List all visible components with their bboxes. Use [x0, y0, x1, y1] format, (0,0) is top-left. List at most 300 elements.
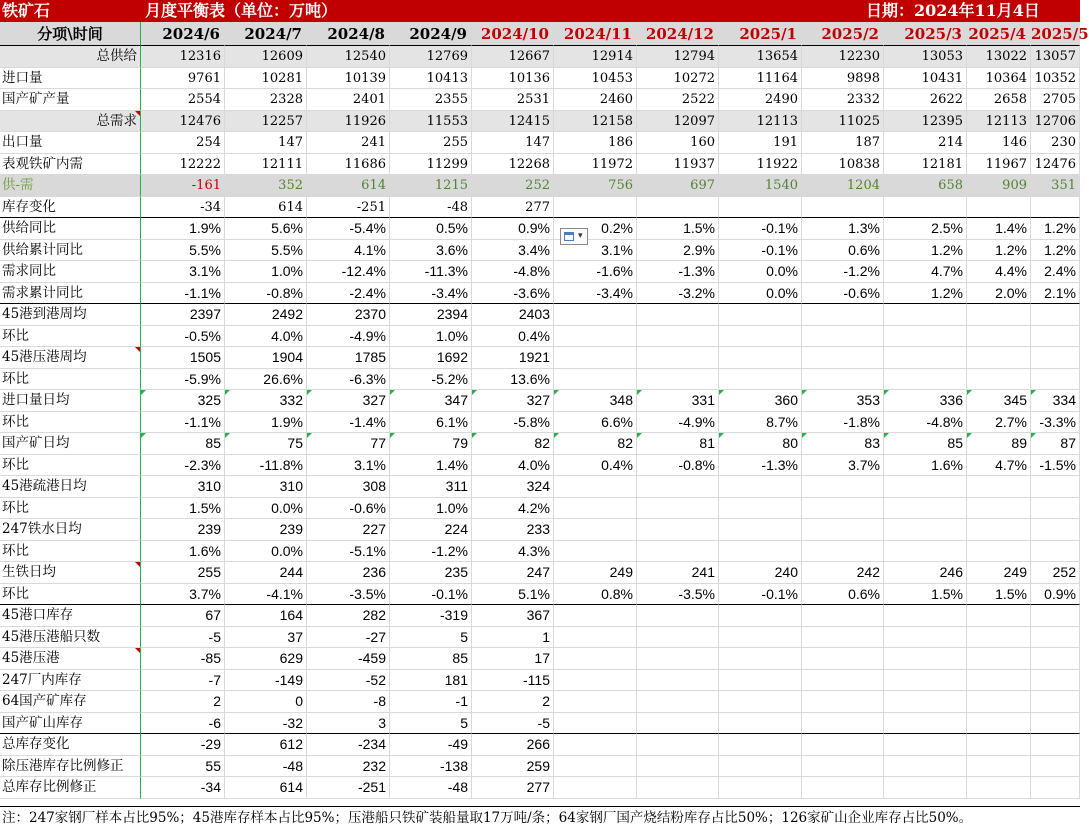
value-cell[interactable]: 311 [390, 476, 472, 498]
value-cell[interactable] [1031, 476, 1080, 498]
value-cell[interactable]: 10838 [802, 154, 884, 176]
value-cell[interactable]: 2554 [141, 89, 225, 111]
value-cell[interactable]: 85 [884, 433, 967, 455]
value-cell[interactable]: 10136 [472, 68, 554, 90]
value-cell[interactable]: 2622 [884, 89, 967, 111]
value-cell[interactable]: -48 [225, 756, 307, 778]
value-cell[interactable]: 255 [141, 562, 225, 584]
value-cell[interactable]: 3.6% [390, 240, 472, 262]
value-cell[interactable]: 12230 [802, 46, 884, 68]
value-cell[interactable] [637, 605, 719, 627]
value-cell[interactable]: 147 [472, 132, 554, 154]
value-cell[interactable]: 308 [307, 476, 390, 498]
value-cell[interactable] [884, 476, 967, 498]
value-cell[interactable]: 0.8% [554, 584, 637, 606]
value-cell[interactable]: -5.1% [307, 541, 390, 563]
value-cell[interactable]: -32 [225, 713, 307, 735]
value-cell[interactable] [1031, 326, 1080, 348]
value-cell[interactable]: 2.7% [967, 412, 1031, 434]
value-cell[interactable]: 348 [554, 390, 637, 412]
value-cell[interactable]: 10281 [225, 68, 307, 90]
value-cell[interactable] [802, 648, 884, 670]
value-cell[interactable] [719, 476, 802, 498]
value-cell[interactable]: -48 [390, 777, 472, 799]
value-cell[interactable]: -0.1% [719, 218, 802, 240]
value-cell[interactable]: 1.2% [967, 240, 1031, 262]
value-cell[interactable]: -115 [472, 670, 554, 692]
value-cell[interactable] [1031, 369, 1080, 391]
value-cell[interactable] [802, 369, 884, 391]
value-cell[interactable]: 10431 [884, 68, 967, 90]
value-cell[interactable]: 239 [225, 519, 307, 541]
value-cell[interactable] [637, 476, 719, 498]
value-cell[interactable]: 12476 [141, 111, 225, 133]
value-cell[interactable]: 277 [472, 197, 554, 219]
month-header-cell[interactable]: 2025/3 [884, 22, 967, 46]
value-cell[interactable]: 236 [307, 562, 390, 584]
value-cell[interactable]: -459 [307, 648, 390, 670]
value-cell[interactable] [967, 777, 1031, 799]
value-cell[interactable] [967, 713, 1031, 735]
value-cell[interactable]: -319 [390, 605, 472, 627]
value-cell[interactable] [719, 713, 802, 735]
value-cell[interactable] [884, 648, 967, 670]
value-cell[interactable]: 0.0% [225, 541, 307, 563]
value-cell[interactable]: 4.4% [967, 261, 1031, 283]
value-cell[interactable]: 0 [225, 691, 307, 713]
value-cell[interactable] [637, 197, 719, 219]
value-cell[interactable]: 246 [884, 562, 967, 584]
value-cell[interactable] [637, 627, 719, 649]
value-cell[interactable]: -52 [307, 670, 390, 692]
value-cell[interactable]: -1.1% [141, 283, 225, 305]
value-cell[interactable] [637, 326, 719, 348]
value-cell[interactable] [554, 541, 637, 563]
value-cell[interactable]: 8.7% [719, 412, 802, 434]
value-cell[interactable]: -3.5% [307, 584, 390, 606]
row-label-cell[interactable]: 进口量 [0, 68, 141, 90]
value-cell[interactable]: 13.6% [472, 369, 554, 391]
value-cell[interactable] [967, 197, 1031, 219]
value-cell[interactable]: -5.8% [472, 412, 554, 434]
value-cell[interactable]: -1.2% [390, 541, 472, 563]
value-cell[interactable]: -3.4% [390, 283, 472, 305]
row-label-cell[interactable]: 45港压港船只数 [0, 627, 141, 649]
value-cell[interactable]: 1.5% [637, 218, 719, 240]
value-cell[interactable]: 334 [1031, 390, 1080, 412]
value-cell[interactable]: 12113 [967, 111, 1031, 133]
value-cell[interactable] [802, 326, 884, 348]
value-cell[interactable]: 11686 [307, 154, 390, 176]
value-cell[interactable]: 12476 [1031, 154, 1080, 176]
value-cell[interactable] [554, 498, 637, 520]
value-cell[interactable]: -149 [225, 670, 307, 692]
row-label-cell[interactable]: 进口量日均 [0, 390, 141, 412]
row-label-cell[interactable]: 247厂内库存 [0, 670, 141, 692]
value-cell[interactable]: 11164 [719, 68, 802, 90]
value-cell[interactable]: 186 [554, 132, 637, 154]
value-cell[interactable]: -6 [141, 713, 225, 735]
value-cell[interactable]: 80 [719, 433, 802, 455]
value-cell[interactable] [637, 691, 719, 713]
value-cell[interactable]: -234 [307, 734, 390, 756]
month-header-cell[interactable]: 2025/1 [719, 22, 802, 46]
value-cell[interactable]: 1.4% [390, 455, 472, 477]
value-cell[interactable]: -1.3% [719, 455, 802, 477]
value-cell[interactable]: -4.1% [225, 584, 307, 606]
value-cell[interactable] [554, 627, 637, 649]
value-cell[interactable]: -48 [390, 197, 472, 219]
value-cell[interactable]: 0.6% [802, 584, 884, 606]
value-cell[interactable] [719, 777, 802, 799]
value-cell[interactable] [1031, 347, 1080, 369]
value-cell[interactable]: 89 [967, 433, 1031, 455]
value-cell[interactable] [1031, 734, 1080, 756]
value-cell[interactable]: 233 [472, 519, 554, 541]
value-cell[interactable] [554, 734, 637, 756]
value-cell[interactable]: 5.5% [141, 240, 225, 262]
value-cell[interactable]: 1921 [472, 347, 554, 369]
value-cell[interactable] [884, 777, 967, 799]
value-cell[interactable] [637, 304, 719, 326]
row-label-cell[interactable]: 供给累计同比 [0, 240, 141, 262]
value-cell[interactable]: 1.6% [884, 455, 967, 477]
value-cell[interactable]: 85 [141, 433, 225, 455]
value-cell[interactable]: 12706 [1031, 111, 1080, 133]
row-label-cell[interactable]: 需求同比 [0, 261, 141, 283]
value-cell[interactable]: -5.9% [141, 369, 225, 391]
value-cell[interactable] [884, 498, 967, 520]
value-cell[interactable]: 327 [472, 390, 554, 412]
value-cell[interactable]: -4.9% [637, 412, 719, 434]
value-cell[interactable]: 37 [225, 627, 307, 649]
value-cell[interactable]: 12540 [307, 46, 390, 68]
value-cell[interactable] [554, 648, 637, 670]
value-cell[interactable]: -8 [307, 691, 390, 713]
value-cell[interactable] [554, 197, 637, 219]
value-cell[interactable]: 2370 [307, 304, 390, 326]
value-cell[interactable]: 187 [802, 132, 884, 154]
value-cell[interactable] [719, 627, 802, 649]
value-cell[interactable]: 4.0% [472, 455, 554, 477]
value-cell[interactable] [719, 670, 802, 692]
value-cell[interactable] [719, 519, 802, 541]
row-label-cell[interactable]: 国产矿产量 [0, 89, 141, 111]
value-cell[interactable]: 254 [141, 132, 225, 154]
value-cell[interactable]: 2.9% [637, 240, 719, 262]
value-cell[interactable]: 2.5% [884, 218, 967, 240]
value-cell[interactable]: 1.2% [1031, 240, 1080, 262]
value-cell[interactable] [637, 369, 719, 391]
value-cell[interactable] [967, 326, 1031, 348]
row-label-cell[interactable]: 总供给 [0, 46, 141, 68]
value-cell[interactable]: 1540 [719, 175, 802, 197]
value-cell[interactable]: 1904 [225, 347, 307, 369]
value-cell[interactable]: 1 [472, 627, 554, 649]
row-label-cell[interactable]: 45港压港周均 [0, 347, 141, 369]
value-cell[interactable] [719, 369, 802, 391]
row-label-cell[interactable]: 出口量 [0, 132, 141, 154]
value-cell[interactable]: 277 [472, 777, 554, 799]
value-cell[interactable] [802, 734, 884, 756]
value-cell[interactable]: -251 [307, 197, 390, 219]
value-cell[interactable]: 10413 [390, 68, 472, 90]
row-label-cell[interactable]: 45港到港周均 [0, 304, 141, 326]
value-cell[interactable]: 6.1% [390, 412, 472, 434]
value-cell[interactable]: 5.6% [225, 218, 307, 240]
value-cell[interactable]: 352 [225, 175, 307, 197]
value-cell[interactable]: 1.4% [967, 218, 1031, 240]
value-cell[interactable] [637, 713, 719, 735]
value-cell[interactable] [967, 648, 1031, 670]
value-cell[interactable]: 235 [390, 562, 472, 584]
value-cell[interactable] [1031, 304, 1080, 326]
value-cell[interactable]: -5 [472, 713, 554, 735]
value-cell[interactable]: 5 [390, 627, 472, 649]
value-cell[interactable]: 2705 [1031, 89, 1080, 111]
value-cell[interactable] [637, 734, 719, 756]
value-cell[interactable]: 0.2% [554, 218, 637, 240]
value-cell[interactable] [967, 498, 1031, 520]
value-cell[interactable]: 160 [637, 132, 719, 154]
value-cell[interactable]: 2 [141, 691, 225, 713]
value-cell[interactable] [554, 347, 637, 369]
value-cell[interactable]: 4.7% [884, 261, 967, 283]
value-cell[interactable]: 0.4% [554, 455, 637, 477]
month-header-cell[interactable]: 2024/8 [307, 22, 390, 46]
value-cell[interactable]: 11972 [554, 154, 637, 176]
row-label-cell[interactable]: 环比 [0, 412, 141, 434]
value-cell[interactable] [554, 713, 637, 735]
value-cell[interactable] [802, 691, 884, 713]
value-cell[interactable]: 1.0% [225, 261, 307, 283]
value-cell[interactable]: 1.2% [884, 283, 967, 305]
value-cell[interactable] [719, 197, 802, 219]
value-cell[interactable]: 79 [390, 433, 472, 455]
value-cell[interactable]: 3.7% [141, 584, 225, 606]
value-cell[interactable] [802, 605, 884, 627]
value-cell[interactable]: -0.1% [719, 240, 802, 262]
value-cell[interactable]: 12181 [884, 154, 967, 176]
value-cell[interactable]: -4.9% [307, 326, 390, 348]
value-cell[interactable] [884, 627, 967, 649]
value-cell[interactable]: 12415 [472, 111, 554, 133]
value-cell[interactable] [967, 519, 1031, 541]
value-cell[interactable]: 1.6% [141, 541, 225, 563]
value-cell[interactable]: 87 [1031, 433, 1080, 455]
value-cell[interactable]: 67 [141, 605, 225, 627]
quick-analysis-button[interactable] [560, 228, 588, 245]
value-cell[interactable] [637, 541, 719, 563]
value-cell[interactable]: 266 [472, 734, 554, 756]
value-cell[interactable]: 10139 [307, 68, 390, 90]
value-cell[interactable]: 5 [390, 713, 472, 735]
value-cell[interactable] [1031, 691, 1080, 713]
value-cell[interactable]: 247 [472, 562, 554, 584]
value-cell[interactable]: 9898 [802, 68, 884, 90]
value-cell[interactable] [884, 197, 967, 219]
value-cell[interactable] [884, 605, 967, 627]
value-cell[interactable]: 11299 [390, 154, 472, 176]
value-cell[interactable]: 282 [307, 605, 390, 627]
row-label-cell[interactable]: 总库存比例修正 [0, 777, 141, 799]
value-cell[interactable] [967, 627, 1031, 649]
value-cell[interactable]: -1 [390, 691, 472, 713]
value-cell[interactable]: -0.5% [141, 326, 225, 348]
value-cell[interactable]: -1.4% [307, 412, 390, 434]
row-label-cell[interactable]: 库存变化 [0, 197, 141, 219]
value-cell[interactable]: 325 [141, 390, 225, 412]
value-cell[interactable] [1031, 605, 1080, 627]
value-cell[interactable] [967, 734, 1031, 756]
month-header-cell[interactable]: 2025/2 [802, 22, 884, 46]
value-cell[interactable]: 164 [225, 605, 307, 627]
value-cell[interactable]: 336 [884, 390, 967, 412]
value-cell[interactable]: 230 [1031, 132, 1080, 154]
value-cell[interactable]: -1.1% [141, 412, 225, 434]
value-cell[interactable]: -2.3% [141, 455, 225, 477]
value-cell[interactable]: 181 [390, 670, 472, 692]
value-cell[interactable]: 1505 [141, 347, 225, 369]
value-cell[interactable]: 367 [472, 605, 554, 627]
value-cell[interactable] [1031, 627, 1080, 649]
value-cell[interactable] [719, 605, 802, 627]
value-cell[interactable] [719, 734, 802, 756]
value-cell[interactable]: 5.1% [472, 584, 554, 606]
value-cell[interactable]: -11.8% [225, 455, 307, 477]
value-cell[interactable]: 2328 [225, 89, 307, 111]
row-label-cell[interactable]: 需求累计同比 [0, 283, 141, 305]
value-cell[interactable] [719, 541, 802, 563]
value-cell[interactable] [1031, 541, 1080, 563]
value-cell[interactable]: 82 [472, 433, 554, 455]
value-cell[interactable]: 0.9% [1031, 584, 1080, 606]
value-cell[interactable] [719, 326, 802, 348]
value-cell[interactable] [554, 605, 637, 627]
value-cell[interactable] [1031, 498, 1080, 520]
value-cell[interactable] [802, 498, 884, 520]
row-label-cell[interactable]: 生铁日均 [0, 562, 141, 584]
value-cell[interactable] [1031, 648, 1080, 670]
value-cell[interactable] [1031, 777, 1080, 799]
value-cell[interactable]: 1.2% [1031, 218, 1080, 240]
value-cell[interactable]: 0.4% [472, 326, 554, 348]
value-cell[interactable]: 0.6% [802, 240, 884, 262]
value-cell[interactable]: 11926 [307, 111, 390, 133]
value-cell[interactable] [802, 756, 884, 778]
value-cell[interactable]: 353 [802, 390, 884, 412]
value-cell[interactable] [967, 756, 1031, 778]
value-cell[interactable]: 241 [637, 562, 719, 584]
value-cell[interactable]: 11922 [719, 154, 802, 176]
value-cell[interactable]: 12113 [719, 111, 802, 133]
value-cell[interactable]: 2658 [967, 89, 1031, 111]
value-cell[interactable]: -6.3% [307, 369, 390, 391]
value-cell[interactable]: -0.1% [719, 584, 802, 606]
row-label-cell[interactable]: 供-需 [0, 175, 141, 197]
value-cell[interactable]: 1.0% [390, 326, 472, 348]
row-label-cell[interactable]: 总需求 [0, 111, 141, 133]
value-cell[interactable]: 2522 [637, 89, 719, 111]
value-cell[interactable]: -85 [141, 648, 225, 670]
value-cell[interactable] [967, 670, 1031, 692]
value-cell[interactable]: 658 [884, 175, 967, 197]
value-cell[interactable]: 1215 [390, 175, 472, 197]
value-cell[interactable]: 4.1% [307, 240, 390, 262]
value-cell[interactable] [1031, 756, 1080, 778]
value-cell[interactable]: 77 [307, 433, 390, 455]
value-cell[interactable]: 2460 [554, 89, 637, 111]
value-cell[interactable]: 224 [390, 519, 472, 541]
value-cell[interactable] [719, 691, 802, 713]
value-cell[interactable]: 2394 [390, 304, 472, 326]
value-cell[interactable]: 146 [967, 132, 1031, 154]
value-cell[interactable]: -34 [141, 777, 225, 799]
value-cell[interactable] [719, 756, 802, 778]
value-cell[interactable]: 12914 [554, 46, 637, 68]
value-cell[interactable]: 12222 [141, 154, 225, 176]
value-cell[interactable] [802, 476, 884, 498]
value-cell[interactable]: 331 [637, 390, 719, 412]
month-header-cell[interactable]: 2024/7 [225, 22, 307, 46]
value-cell[interactable]: 1.2% [884, 240, 967, 262]
value-cell[interactable]: 249 [967, 562, 1031, 584]
value-cell[interactable] [637, 648, 719, 670]
value-cell[interactable]: -4.8% [884, 412, 967, 434]
value-cell[interactable]: 12395 [884, 111, 967, 133]
value-cell[interactable]: 0.0% [225, 498, 307, 520]
value-cell[interactable]: 1692 [390, 347, 472, 369]
month-header-cell[interactable]: 2025/4 [967, 22, 1031, 46]
value-cell[interactable]: -34 [141, 197, 225, 219]
value-cell[interactable]: 214 [884, 132, 967, 154]
value-cell[interactable]: 75 [225, 433, 307, 455]
value-cell[interactable]: 347 [390, 390, 472, 412]
value-cell[interactable]: 3.1% [554, 240, 637, 262]
value-cell[interactable]: -3.4% [554, 283, 637, 305]
value-cell[interactable]: -1.2% [802, 261, 884, 283]
value-cell[interactable]: 351 [1031, 175, 1080, 197]
row-label-cell[interactable]: 45港口库存 [0, 605, 141, 627]
value-cell[interactable] [637, 498, 719, 520]
value-cell[interactable] [967, 369, 1031, 391]
value-cell[interactable]: -3.5% [637, 584, 719, 606]
value-cell[interactable]: 4.2% [472, 498, 554, 520]
month-header-cell[interactable]: 2024/11 [554, 22, 637, 46]
row-label-cell[interactable]: 供给同比 [0, 218, 141, 240]
value-cell[interactable] [802, 670, 884, 692]
value-cell[interactable]: 10352 [1031, 68, 1080, 90]
value-cell[interactable]: -138 [390, 756, 472, 778]
value-cell[interactable]: 12111 [225, 154, 307, 176]
value-cell[interactable]: 0.0% [719, 261, 802, 283]
value-cell[interactable]: 2490 [719, 89, 802, 111]
value-cell[interactable]: -29 [141, 734, 225, 756]
value-cell[interactable]: 242 [802, 562, 884, 584]
value-cell[interactable] [884, 713, 967, 735]
value-cell[interactable]: 10453 [554, 68, 637, 90]
value-cell[interactable] [967, 541, 1031, 563]
value-cell[interactable]: 227 [307, 519, 390, 541]
value-cell[interactable]: 11553 [390, 111, 472, 133]
value-cell[interactable] [554, 756, 637, 778]
value-cell[interactable]: -11.3% [390, 261, 472, 283]
value-cell[interactable]: 1204 [802, 175, 884, 197]
value-cell[interactable]: 11025 [802, 111, 884, 133]
value-cell[interactable]: 11937 [637, 154, 719, 176]
value-cell[interactable] [967, 691, 1031, 713]
value-cell[interactable]: -12.4% [307, 261, 390, 283]
